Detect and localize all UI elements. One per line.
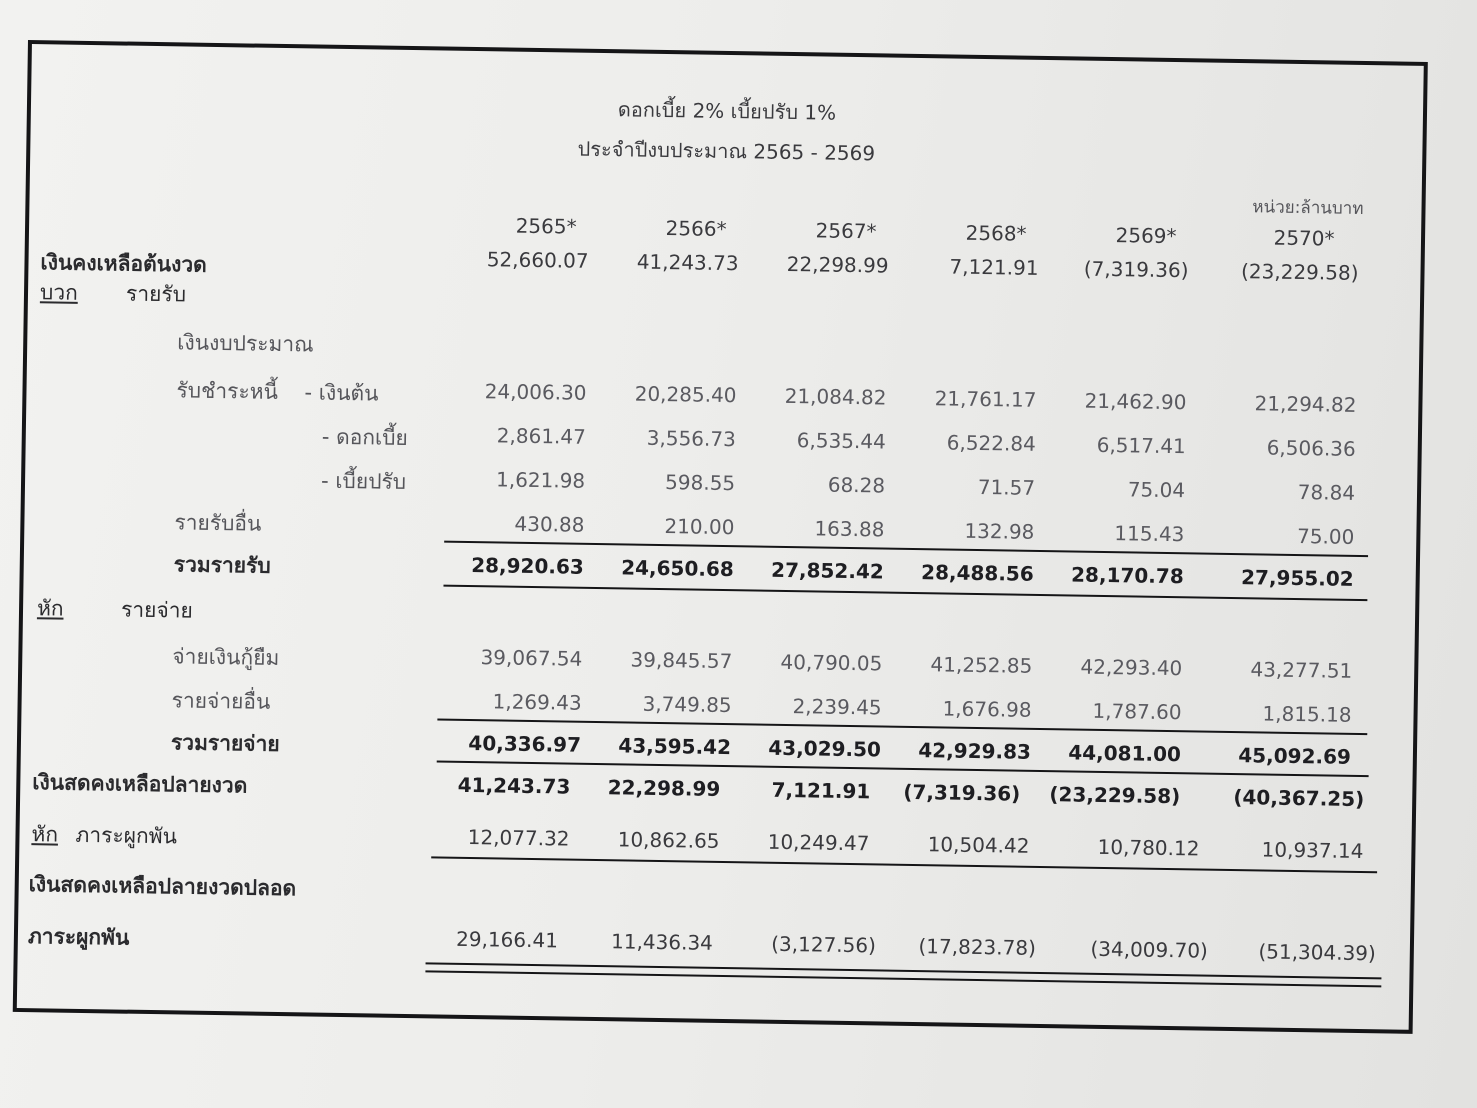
value-cell: 1,815.18	[1262, 701, 1352, 727]
value-cell: 40,336.97	[468, 731, 582, 757]
value-cell: 10,862.65	[617, 827, 720, 853]
value-cell: 42,929.83	[918, 738, 1032, 764]
row-label: ภาระผูกพัน	[27, 924, 130, 950]
value-cell: 43,595.42	[618, 733, 732, 760]
value-cell: 39,067.54	[480, 645, 583, 671]
value-cell: 10,504.42	[927, 832, 1030, 858]
section-label: รายจ่าย	[120, 597, 194, 623]
value-cell: 10,937.14	[1261, 837, 1364, 864]
value-cell: 1,621.98	[495, 467, 586, 493]
unit-label: หน่วย:ล้านบาท	[1252, 197, 1364, 219]
value-cell: 68.28	[827, 472, 886, 498]
value-cell: 27,955.02	[1240, 565, 1354, 591]
value-cell: 28,170.78	[1070, 562, 1184, 589]
row-sublabel: - เงินต้น	[304, 380, 379, 406]
value-cell: 27,852.42	[770, 557, 884, 584]
value-cell: 2,861.47	[496, 423, 587, 449]
value-cell: (34,009.70)	[1090, 936, 1209, 963]
table-row	[18, 920, 1410, 972]
row-label: รายจ่ายอื่น	[171, 688, 271, 714]
value-cell: 1,269.43	[492, 689, 582, 715]
budget-table-sheet	[13, 40, 1428, 1034]
value-cell: 7,121.91	[771, 777, 871, 804]
row-label: เงินคงเหลือต้นงวด	[40, 250, 207, 277]
value-cell: 1,676.98	[942, 696, 1032, 722]
row-label: รวมรายจ่าย	[170, 730, 280, 757]
value-cell: 28,488.56	[920, 560, 1034, 586]
value-cell: 163.88	[814, 516, 885, 542]
value-cell: 6,517.41	[1096, 432, 1186, 459]
value-cell: 21,761.17	[934, 386, 1037, 412]
plus-label: บวก	[39, 280, 79, 305]
value-cell: 3,749.85	[642, 691, 732, 718]
value-cell: 3,556.73	[646, 425, 737, 452]
table-row	[25, 460, 1417, 512]
value-cell: 44,081.00	[1068, 740, 1182, 767]
table-row	[19, 868, 1411, 920]
value-cell: 7,121.91	[949, 254, 1039, 280]
year-cell: 2569*	[1115, 223, 1177, 249]
value-cell: 21,084.82	[784, 383, 887, 410]
value-cell: 20,285.40	[634, 381, 737, 408]
table-row	[26, 416, 1418, 468]
row-label: รวมรายรับ	[173, 552, 271, 578]
title-rates: ดอกเบี้ย 2% เบี้ยปรับ 1%	[617, 97, 837, 125]
value-cell: 40,790.05	[780, 649, 883, 676]
value-cell: 1,787.60	[1092, 698, 1182, 725]
value-cell: 75.04	[1127, 477, 1186, 503]
value-cell: 11,436.34	[610, 929, 714, 955]
value-cell: 43,277.51	[1250, 657, 1353, 683]
value-cell: 22,298.99	[786, 251, 889, 278]
value-cell: 45,092.69	[1238, 743, 1352, 769]
value-cell: 6,535.44	[796, 428, 886, 454]
row-label: เงินงบประมาณ	[177, 330, 314, 357]
value-cell: 6,506.36	[1266, 435, 1356, 461]
value-cell: 41,252.85	[930, 652, 1033, 678]
value-cell: 75.00	[1296, 523, 1355, 549]
row-sublabel: - ดอกเบี้ย	[321, 424, 409, 451]
minus-label: หัก	[31, 822, 59, 847]
value-cell: 598.55	[664, 470, 736, 496]
row-label: จ่ายเงินกู้ยืม	[172, 644, 280, 671]
value-cell: 21,294.82	[1254, 391, 1357, 417]
value-cell: 41,243.73	[636, 249, 739, 276]
value-cell: (51,304.39)	[1258, 939, 1377, 966]
value-cell: 10,249.47	[767, 829, 870, 856]
value-cell: 10,780.12	[1097, 834, 1200, 861]
value-cell: 132.98	[964, 518, 1035, 544]
year-cell: 2570*	[1273, 225, 1335, 251]
year-cell: 2565*	[515, 213, 577, 239]
value-cell: 115.43	[1114, 521, 1185, 547]
value-cell: 71.57	[977, 474, 1036, 500]
value-cell: 29,166.41	[455, 926, 559, 953]
table-row	[21, 682, 1413, 734]
year-cell: 2567*	[815, 218, 877, 244]
value-cell: 28,920.63	[471, 553, 584, 579]
row-label: รับชำระหนี้	[176, 378, 279, 404]
value-cell: (3,127.56)	[771, 931, 877, 958]
value-cell: 12,077.32	[467, 825, 570, 851]
table-row	[27, 324, 1419, 376]
value-cell: 78.84	[1297, 480, 1356, 505]
year-cell: 2568*	[965, 220, 1027, 246]
table-row	[22, 638, 1414, 690]
value-cell: 43,029.50	[768, 735, 882, 762]
value-cell: 41,243.73	[457, 772, 571, 799]
value-cell: 39,845.57	[630, 647, 733, 674]
value-cell: 24,006.30	[484, 379, 587, 405]
value-cell: (7,319.36)	[903, 779, 1021, 806]
value-cell: (7,319.36)	[1083, 256, 1189, 283]
row-label: รายรับอื่น	[174, 510, 262, 536]
value-cell: 24,650.68	[620, 555, 734, 582]
row-label: เงินสดคงเหลือปลายงวด	[32, 770, 248, 798]
table-row	[26, 372, 1418, 424]
row-sublabel: - เบี้ยปรับ	[320, 468, 407, 494]
year-cell: 2566*	[665, 216, 727, 241]
table-row	[24, 504, 1416, 556]
value-cell: (23,229.58)	[1240, 259, 1359, 285]
value-cell: 210.00	[664, 514, 735, 540]
value-cell: 2,239.45	[792, 694, 882, 720]
value-cell: 21,462.90	[1084, 388, 1187, 415]
value-cell: (17,823.78)	[918, 934, 1037, 960]
value-cell: 42,293.40	[1080, 654, 1183, 681]
row-label: ภาระผูกพัน	[75, 822, 178, 849]
table-row	[23, 592, 1415, 644]
value-cell: 22,298.99	[607, 775, 721, 801]
value-cell: 430.88	[514, 511, 585, 537]
value-cell: 52,660.07	[486, 247, 589, 273]
value-cell: (23,229.58)	[1049, 782, 1181, 809]
minus-label: หัก	[36, 596, 64, 621]
value-cell: 6,522.84	[946, 430, 1036, 456]
value-cell: (40,367.25)	[1233, 785, 1365, 812]
row-label: เงินสดคงเหลือปลายงวดปลอด	[28, 872, 297, 901]
section-label: รายรับ	[125, 281, 187, 307]
title-fiscal-years: ประจำปีงบประมาณ 2565 - 2569	[577, 136, 876, 166]
